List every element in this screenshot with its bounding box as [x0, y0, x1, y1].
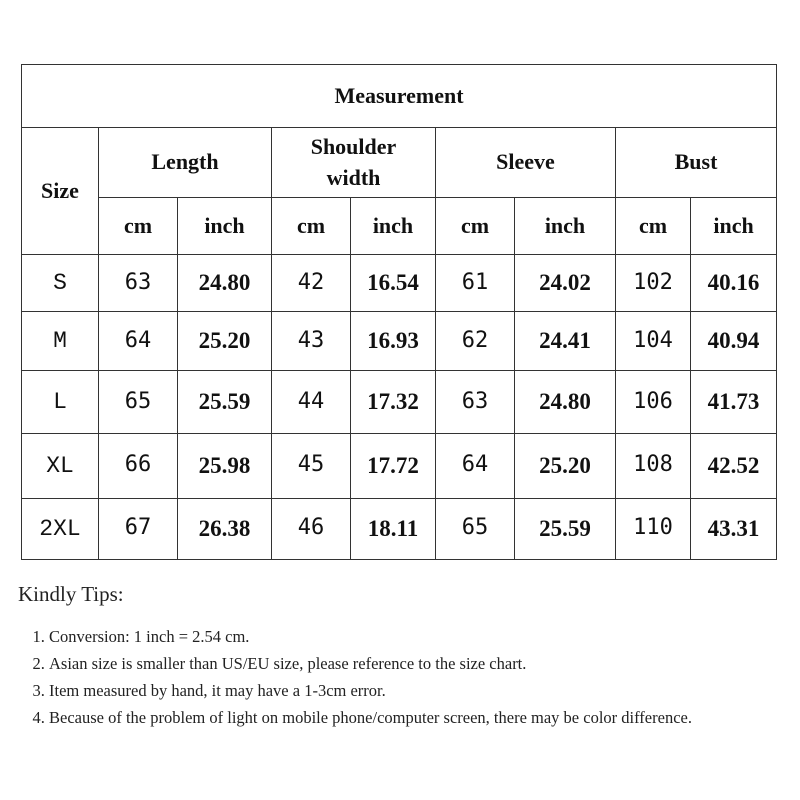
tip-item: 1. Conversion: 1 inch = 2.54 cm.	[49, 623, 788, 650]
size-cell: 2XL	[22, 498, 99, 559]
shoulder-width-header: Shoulder width	[272, 128, 436, 198]
bust-header: Bust	[616, 128, 777, 198]
value-cell: 45	[272, 434, 351, 498]
value-cell: 46	[272, 498, 351, 559]
unit-header: inch	[351, 198, 436, 255]
unit-header: cm	[272, 198, 351, 255]
value-cell: 16.93	[351, 312, 436, 370]
unit-header: inch	[515, 198, 616, 255]
value-cell: 25.98	[178, 434, 272, 498]
value-cell: 104	[616, 312, 691, 370]
value-cell: 61	[436, 255, 515, 312]
value-cell: 25.20	[178, 312, 272, 370]
table-row	[22, 312, 777, 370]
value-cell: 25.20	[515, 434, 616, 498]
value-cell: 16.54	[351, 255, 436, 312]
value-cell: 24.80	[515, 370, 616, 433]
size-cell: S	[22, 255, 99, 312]
value-cell: 64	[99, 312, 178, 370]
value-cell: 17.72	[351, 434, 436, 498]
value-cell: 65	[99, 370, 178, 433]
value-cell: 62	[436, 312, 515, 370]
value-cell: 40.16	[691, 255, 777, 312]
sleeve-header: Sleeve	[436, 128, 616, 198]
unit-header: cm	[99, 198, 178, 255]
size-cell: XL	[22, 434, 99, 498]
value-cell: 106	[616, 370, 691, 433]
value-cell: 102	[616, 255, 691, 312]
value-cell: 44	[272, 370, 351, 433]
unit-header: cm	[616, 198, 691, 255]
value-cell: 43.31	[691, 498, 777, 559]
table-row	[22, 434, 777, 498]
tip-item: 2. Asian size is smaller than US/EU size, please reference to the size chart.	[49, 650, 788, 677]
value-cell: 42.52	[691, 434, 777, 498]
value-cell: 63	[436, 370, 515, 433]
tip-item: 3. Item measured by hand, it may have a 1-3cm error.	[49, 677, 788, 704]
unit-header: inch	[691, 198, 777, 255]
table-row	[22, 498, 777, 559]
value-cell: 110	[616, 498, 691, 559]
value-cell: 42	[272, 255, 351, 312]
value-cell: 40.94	[691, 312, 777, 370]
value-cell: 66	[99, 434, 178, 498]
kindly-tips	[18, 582, 788, 731]
tips-title: Kindly Tips:	[18, 582, 124, 606]
tips-list	[18, 623, 788, 731]
value-cell: 65	[436, 498, 515, 559]
value-cell: 25.59	[178, 370, 272, 433]
size-chart-table	[21, 64, 777, 560]
value-cell: 43	[272, 312, 351, 370]
value-cell: 108	[616, 434, 691, 498]
value-cell: 18.11	[351, 498, 436, 559]
table-row	[22, 255, 777, 312]
unit-header: cm	[436, 198, 515, 255]
size-column-header: Size	[22, 128, 99, 255]
size-cell: L	[22, 370, 99, 433]
value-cell: 24.80	[178, 255, 272, 312]
value-cell: 17.32	[351, 370, 436, 433]
value-cell: 63	[99, 255, 178, 312]
value-cell: 64	[436, 434, 515, 498]
value-cell: 67	[99, 498, 178, 559]
table-row	[22, 370, 777, 433]
tip-item: 4. Because of the problem of light on mobile phone/computer screen, there may be color difference.	[49, 704, 788, 731]
value-cell: 26.38	[178, 498, 272, 559]
table-title: Measurement	[22, 65, 777, 128]
value-cell: 25.59	[515, 498, 616, 559]
length-header: Length	[99, 128, 272, 198]
value-cell: 41.73	[691, 370, 777, 433]
size-cell: M	[22, 312, 99, 370]
value-cell: 24.41	[515, 312, 616, 370]
unit-header: inch	[178, 198, 272, 255]
value-cell: 24.02	[515, 255, 616, 312]
